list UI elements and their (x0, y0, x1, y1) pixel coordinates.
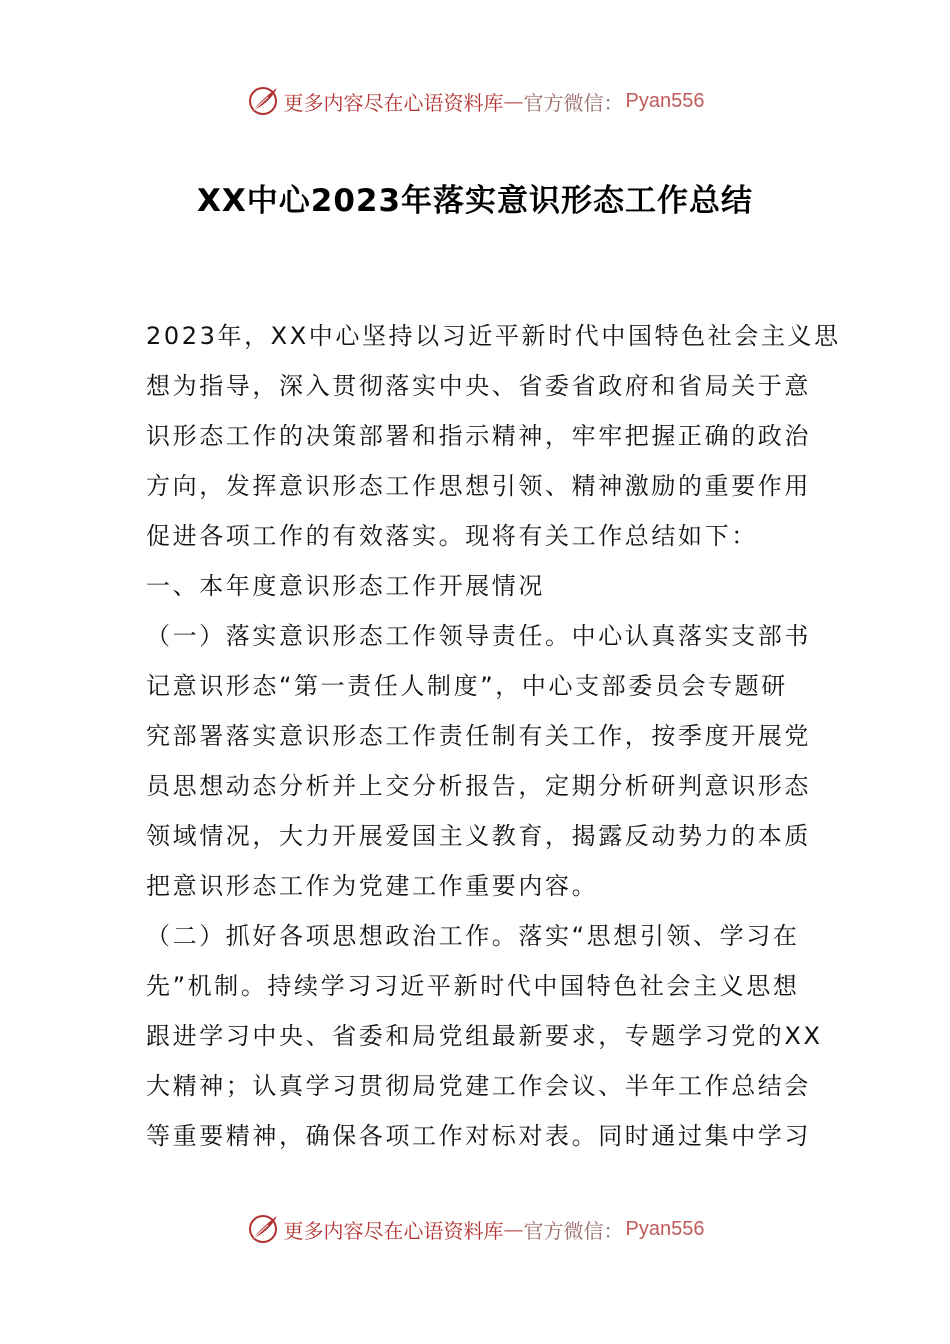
watermark-official-label: 官方微信： (523, 90, 624, 115)
body-line: 大精神；认真学习贯彻局党建工作会议、半年工作总结会 (146, 1072, 811, 1100)
section-heading: 一、本年度意识形态工作开展情况 (146, 572, 545, 600)
body-line: （二）抓好各项思想政治工作。落实“思想引领、学习在 (146, 922, 800, 950)
footer-watermark (0, 1212, 950, 1246)
body-line: 把意识形态工作为党建工作重要内容。 (146, 872, 599, 900)
document-title: XX中心2023年落实意识形态工作总结 (196, 183, 754, 219)
body-line: 先”机制。持续学习习近平新时代中国特色社会主义思想 (146, 972, 800, 1000)
watermark-official-label: 官方微信： (523, 1218, 624, 1243)
quill-pen-circle-icon (246, 1212, 280, 1246)
body-line: 究部署落实意识形态工作责任制有关工作，按季度开展党 (146, 722, 811, 750)
body-line: 促进各项工作的有效落实。现将有关工作总结如下： (146, 522, 758, 550)
body-line: 跟进学习中央、省委和局党组最新要求，专题学习党的XX (146, 1022, 823, 1050)
watermark-main-text: 更多内容尽在心语资料库 (283, 1218, 504, 1243)
body-line: 记意识形态“第一责任人制度”，中心支部委员会专题研 (146, 672, 788, 700)
document-body (146, 311, 841, 1161)
body-line: 领域情况，大力开展爱国主义教育，揭露反动势力的本质 (146, 822, 811, 850)
watermark-dash: — (503, 89, 524, 113)
body-line: （一）落实意识形态工作领导责任。中心认真落实支部书 (146, 622, 811, 650)
body-line: 等重要精神，确保各项工作对标对表。同时通过集中学习 (146, 1122, 811, 1150)
watermark-wechat-id: Pyan556 (625, 1217, 705, 1240)
body-line: 方向，发挥意识形态工作思想引领、精神激励的重要作用 (146, 472, 811, 500)
body-line: 员思想动态分析并上交分析报告，定期分析研判意识形态 (146, 772, 811, 800)
body-line: 识形态工作的决策部署和指示精神，牢牢把握正确的政治 (146, 422, 811, 450)
quill-pen-circle-icon (246, 84, 280, 118)
body-line: 2023年，XX中心坚持以习近平新时代中国特色社会主义思 (146, 322, 841, 350)
header-watermark (0, 84, 950, 118)
body-line: 想为指导，深入贯彻落实中央、省委省政府和省局关于意 (146, 372, 811, 400)
watermark-dash: — (503, 1217, 524, 1241)
watermark-wechat-id: Pyan556 (625, 89, 705, 112)
watermark-main-text: 更多内容尽在心语资料库 (283, 90, 504, 115)
